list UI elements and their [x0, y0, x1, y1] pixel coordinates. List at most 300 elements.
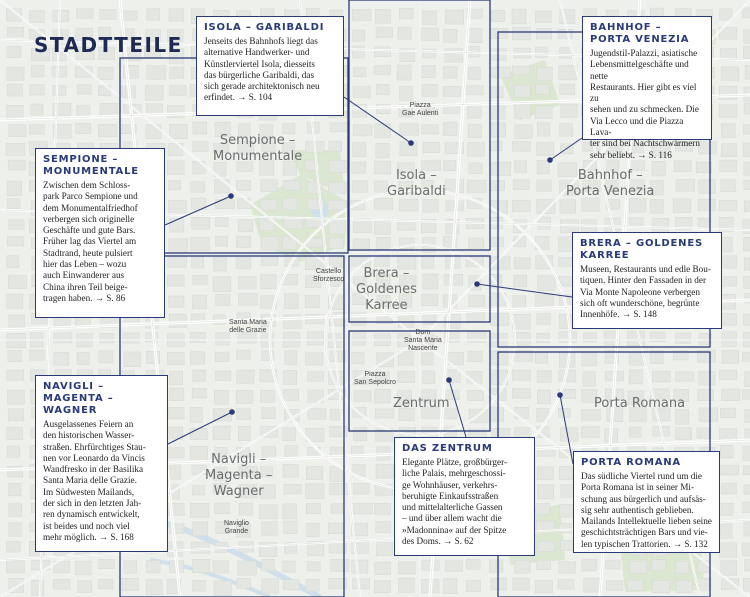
city-block: [743, 578, 750, 591]
city-block: [423, 200, 438, 212]
city-block: [537, 467, 553, 480]
city-block: [376, 237, 390, 249]
district-marker: [228, 193, 234, 199]
city-block: [721, 144, 736, 157]
info-box-title: ISOLA – GARIBALDI: [204, 22, 325, 33]
city-block: [698, 578, 711, 590]
city-block: [353, 68, 366, 77]
city-block: [536, 503, 550, 514]
city-block: [515, 407, 529, 418]
city-block: [261, 256, 278, 265]
city-block: [652, 560, 666, 571]
city-block: [399, 86, 412, 100]
district-label-isola: Isola – Garibaldi: [387, 168, 446, 199]
city-block: [7, 84, 22, 96]
city-block: [331, 504, 344, 514]
city-block: [216, 295, 230, 306]
district-label-sempione: Sempione – Monumentale: [213, 133, 303, 164]
city-block: [537, 123, 550, 136]
city-block: [512, 142, 530, 152]
city-block: [629, 198, 646, 212]
city-block: [444, 29, 457, 42]
city-block: [742, 8, 750, 18]
city-block: [193, 522, 208, 536]
city-block: [8, 350, 22, 361]
city-block: [421, 294, 438, 306]
city-block: [492, 162, 511, 175]
city-block: [744, 103, 750, 114]
city-block: [744, 258, 750, 270]
city-block: [76, 9, 93, 18]
city-block: [398, 27, 411, 39]
city-block: [374, 389, 390, 403]
city-block: [513, 578, 530, 590]
city-block: [170, 371, 183, 385]
city-block: [123, 333, 140, 343]
city-block: [330, 483, 349, 495]
city-block: [558, 29, 572, 38]
city-block: [352, 181, 367, 192]
city-block: [512, 200, 530, 211]
city-block: [721, 503, 733, 515]
city-block: [284, 484, 301, 494]
city-block: [420, 125, 438, 134]
city-block: [285, 446, 297, 457]
city-block: [168, 465, 181, 479]
city-block: [7, 181, 22, 196]
city-block: [283, 370, 296, 384]
city-block: [743, 314, 750, 326]
city-block: [30, 84, 45, 95]
city-block: [147, 560, 161, 572]
city-block: [584, 578, 600, 592]
city-block: [352, 162, 366, 174]
city-block: [536, 143, 553, 156]
city-block: [307, 523, 320, 536]
city-block: [630, 561, 647, 573]
city-block: [374, 47, 390, 57]
city-block: [720, 445, 733, 458]
place-label-dom: Dom Santa Maria Nascente: [404, 329, 442, 352]
city-block: [193, 142, 209, 152]
info-box-bahnhof: [582, 16, 712, 160]
city-block: [583, 372, 596, 386]
city-block: [213, 258, 226, 271]
city-block: [53, 85, 66, 95]
city-block: [283, 198, 297, 210]
info-box-zentrum: [394, 437, 535, 556]
place-label-san-sepolcro: Piazza San Sepolcro: [354, 371, 397, 386]
city-block: [490, 141, 503, 151]
city-block: [169, 388, 183, 401]
city-block: [9, 483, 21, 496]
city-block: [376, 521, 391, 532]
city-block: [514, 560, 530, 573]
city-block: [512, 314, 530, 329]
city-block: [238, 294, 257, 306]
city-block: [193, 122, 207, 134]
city-block: [169, 124, 187, 138]
city-block: [721, 465, 739, 475]
city-block: [374, 181, 387, 192]
city-block: [374, 66, 391, 75]
city-block: [329, 161, 348, 173]
district-marker: [446, 377, 452, 383]
city-block: [7, 67, 24, 80]
city-block: [719, 256, 736, 268]
city-block: [744, 30, 750, 43]
city-block: [721, 67, 739, 80]
city-block: [307, 182, 322, 193]
city-block: [193, 486, 205, 495]
city-block: [469, 238, 484, 248]
city-block: [213, 277, 231, 292]
city-block: [7, 370, 24, 380]
city-block: [514, 258, 530, 269]
city-block: [535, 11, 551, 23]
city-block: [559, 466, 573, 479]
city-block: [445, 10, 463, 24]
city-block: [719, 105, 737, 118]
city-block: [331, 559, 349, 571]
city-block: [8, 409, 24, 421]
city-block: [559, 48, 571, 59]
city-block: [445, 561, 463, 572]
city-block: [7, 46, 21, 57]
city-block: [168, 407, 184, 418]
info-box-text: Jenseits des Bahnhofs liegt das alternative Handwerker- und Künstlerviertel Isola, diesseits das bürgerliche Garibaldi, das sich gerade architektonisch neu erfindet. → S. 104: [204, 36, 320, 103]
city-block: [190, 352, 204, 364]
place-label-gae-aulenti: Piazza Gae Aulenti: [402, 102, 439, 117]
city-block: [512, 66, 529, 75]
city-block: [650, 199, 663, 213]
city-block: [283, 390, 299, 401]
city-block: [722, 350, 739, 363]
city-block: [423, 314, 436, 325]
city-block: [192, 295, 206, 309]
city-block: [75, 561, 91, 575]
city-block: [168, 181, 180, 190]
city-block: [214, 180, 229, 193]
city-block: [538, 276, 556, 291]
city-block: [675, 428, 691, 440]
city-block: [147, 66, 166, 80]
city-block: [744, 521, 750, 536]
city-block: [606, 581, 623, 591]
city-block: [237, 561, 256, 575]
city-block: [261, 237, 279, 250]
city-block: [53, 579, 70, 589]
city-block: [399, 8, 413, 18]
city-block: [722, 332, 737, 347]
city-block: [698, 561, 711, 573]
city-block: [467, 313, 485, 322]
city-block: [329, 219, 346, 234]
city-block: [7, 294, 23, 308]
city-block: [538, 217, 551, 229]
city-block: [353, 331, 366, 345]
city-block: [7, 27, 23, 37]
city-block: [283, 504, 297, 519]
city-block: [514, 275, 527, 287]
city-block: [559, 332, 577, 343]
city-block: [515, 103, 530, 118]
city-block: [397, 65, 411, 80]
city-block: [168, 448, 185, 458]
city-block: [283, 580, 299, 590]
city-block: [674, 161, 691, 172]
city-block: [422, 256, 434, 269]
city-block: [192, 580, 205, 591]
city-block: [512, 9, 526, 24]
city-block: [398, 578, 414, 592]
city-block: [745, 560, 750, 571]
city-block: [745, 372, 750, 387]
city-block: [512, 27, 530, 39]
city-block: [193, 370, 206, 381]
city-block: [745, 409, 750, 422]
city-block: [376, 84, 389, 94]
info-box-brera: [572, 232, 722, 329]
district-marker: [474, 281, 480, 287]
city-block: [124, 11, 137, 20]
city-block: [466, 559, 480, 569]
city-block: [216, 333, 230, 345]
city-block: [307, 562, 320, 571]
city-block: [7, 237, 24, 247]
city-block: [262, 559, 275, 571]
city-block: [169, 218, 184, 232]
city-block: [192, 388, 206, 398]
city-block: [536, 29, 551, 40]
district-label-navigli: Navigli – Magenta – Wagner: [205, 452, 273, 499]
info-box-porta-romana: [573, 451, 720, 553]
city-block: [170, 86, 186, 96]
city-block: [190, 332, 205, 342]
city-block: [422, 84, 437, 96]
city-block: [443, 122, 457, 136]
city-block: [213, 426, 230, 440]
city-block: [582, 198, 599, 211]
city-block: [236, 390, 253, 403]
city-block: [169, 9, 184, 21]
city-block: [283, 180, 301, 190]
city-block: [239, 503, 253, 515]
city-block: [193, 161, 205, 174]
city-block: [328, 523, 342, 534]
city-block: [214, 390, 228, 404]
city-block: [216, 217, 229, 226]
city-block: [307, 372, 323, 381]
city-block: [653, 581, 670, 593]
city-block: [467, 143, 484, 157]
city-block: [582, 559, 597, 571]
district-marker: [408, 140, 414, 146]
city-block: [560, 200, 576, 214]
city-block: [743, 125, 750, 135]
city-block: [6, 144, 25, 156]
city-block: [721, 277, 736, 287]
city-block: [329, 255, 344, 268]
info-box-text: Museen, Restaurants und edle Bou- tiquen. Hinter den Fassaden in der Via Monte Napoleone verbergen sich oft wunderschöne, begrünte Innenhöfe. → S. 148: [580, 264, 711, 320]
district-label-bahnhof: Bahnhof – Porta Venezia: [566, 168, 655, 199]
city-block: [53, 10, 69, 21]
city-block: [215, 200, 234, 209]
city-block: [559, 66, 578, 80]
city-block: [237, 578, 251, 588]
city-block: [468, 67, 480, 79]
city-block: [698, 199, 715, 210]
city-block: [167, 161, 184, 175]
city-block: [213, 408, 231, 421]
city-block: [7, 105, 24, 120]
city-block: [100, 9, 117, 19]
city-block: [168, 256, 187, 267]
city-block: [467, 86, 484, 95]
district-marker: [557, 392, 563, 398]
city-block: [259, 505, 277, 519]
city-block: [215, 352, 229, 362]
city-block: [697, 428, 711, 438]
city-block: [306, 503, 320, 513]
city-block: [146, 580, 162, 595]
city-block: [169, 239, 188, 253]
city-block: [31, 65, 44, 77]
city-block: [193, 559, 210, 572]
city-block: [676, 372, 694, 381]
info-box-title: BAHNHOF – PORTA VENEZIA: [590, 22, 690, 45]
city-block: [558, 580, 574, 590]
city-block: [8, 390, 25, 404]
city-block: [376, 464, 394, 478]
city-block: [582, 352, 597, 366]
city-block: [512, 370, 530, 381]
city-block: [468, 390, 484, 400]
city-block: [328, 182, 346, 193]
city-block: [538, 542, 555, 552]
city-block: [261, 275, 276, 289]
city-block: [559, 523, 571, 532]
city-block: [308, 409, 326, 420]
city-block: [744, 485, 750, 494]
city-block: [7, 541, 21, 552]
city-block: [260, 200, 276, 211]
city-block: [77, 85, 91, 95]
city-block: [214, 503, 229, 514]
city-block: [512, 389, 530, 399]
city-block: [307, 332, 324, 345]
city-block: [629, 370, 642, 384]
city-block: [698, 389, 714, 400]
city-block: [469, 163, 482, 174]
city-block: [190, 428, 207, 439]
city-block: [559, 562, 576, 574]
city-block: [627, 580, 643, 590]
city-block: [9, 220, 24, 229]
city-block: [354, 427, 367, 440]
city-block: [537, 390, 550, 404]
city-block: [423, 142, 440, 152]
city-block: [444, 579, 457, 594]
city-block: [6, 561, 24, 573]
city-block: [215, 371, 231, 381]
city-block: [354, 391, 371, 402]
city-block: [720, 524, 732, 538]
city-block: [353, 125, 372, 136]
city-block: [444, 274, 463, 285]
city-block: [743, 47, 750, 59]
city-block: [236, 180, 250, 190]
city-block: [77, 352, 89, 364]
city-block: [742, 390, 750, 399]
city-block: [170, 67, 184, 78]
city-block: [561, 104, 578, 117]
city-block: [399, 199, 418, 211]
city-block: [192, 217, 210, 229]
city-block: [98, 124, 116, 137]
city-block: [283, 428, 296, 441]
city-block: [237, 370, 255, 383]
city-block: [537, 560, 551, 570]
city-block: [98, 67, 113, 79]
info-box-title: PORTA ROMANA: [581, 457, 681, 468]
city-block: [535, 47, 547, 57]
info-box-title: SEMPIONE – MONUMENTALE: [43, 154, 139, 177]
city-block: [283, 561, 295, 572]
city-block: [423, 274, 438, 289]
city-block: [491, 578, 507, 590]
city-block: [375, 503, 391, 514]
city-block: [375, 255, 390, 266]
city-block: [122, 578, 139, 590]
city-block: [329, 141, 342, 151]
city-block: [215, 236, 227, 246]
city-block: [742, 352, 750, 361]
city-block: [490, 181, 505, 191]
city-block: [8, 276, 26, 289]
city-block: [422, 65, 436, 77]
city-block: [745, 429, 750, 439]
district-label-brera: Brera – Goldenes Karree: [356, 266, 417, 313]
city-block: [443, 66, 457, 78]
city-block: [375, 124, 391, 138]
info-box-sempione: [35, 148, 165, 318]
city-block: [374, 220, 390, 235]
city-block: [743, 237, 750, 250]
city-block: [305, 296, 319, 308]
city-block: [537, 371, 551, 383]
info-box-text: Ausgelassenes Feiern an den historischen Wasser- straßen. Ehrfürchtiges Stau- nen vor Leonardo da Vincis Wandfresko in der Basilika Santa Maria delle Grazie. Im Südwesten Mailands, der sich in den letzten Jah- ren dynamisch entwickelt, ist beides und noch viel mehr möglich. → S. 168: [43, 419, 146, 542]
info-box-title: BRERA – GOLDENES KARREE: [580, 238, 703, 261]
info-box-text: Elegante Plätze, großbürger- liche Palais, mehrgeschossi- ge Wohnhäuser, verkehrs- beruhigte Einkaufsstraßen und mittelalterliche Gassen – und über allem wacht die »Madonnina« auf der Spitze des Doms. → S. 62: [402, 457, 508, 547]
city-block: [376, 143, 389, 158]
city-block: [375, 9, 390, 23]
city-block: [147, 104, 163, 114]
city-block: [191, 237, 210, 250]
info-box-navigli: [35, 375, 168, 552]
city-block: [420, 28, 439, 40]
city-block: [190, 503, 208, 517]
city-block: [652, 371, 670, 382]
city-block: [375, 409, 394, 418]
city-block: [236, 350, 250, 359]
city-block: [560, 220, 578, 233]
city-block: [675, 561, 688, 573]
page-title: STADTTEILE: [34, 33, 183, 57]
leader-bahnhof: [550, 138, 582, 160]
city-block: [262, 579, 279, 594]
city-block: [514, 85, 530, 97]
